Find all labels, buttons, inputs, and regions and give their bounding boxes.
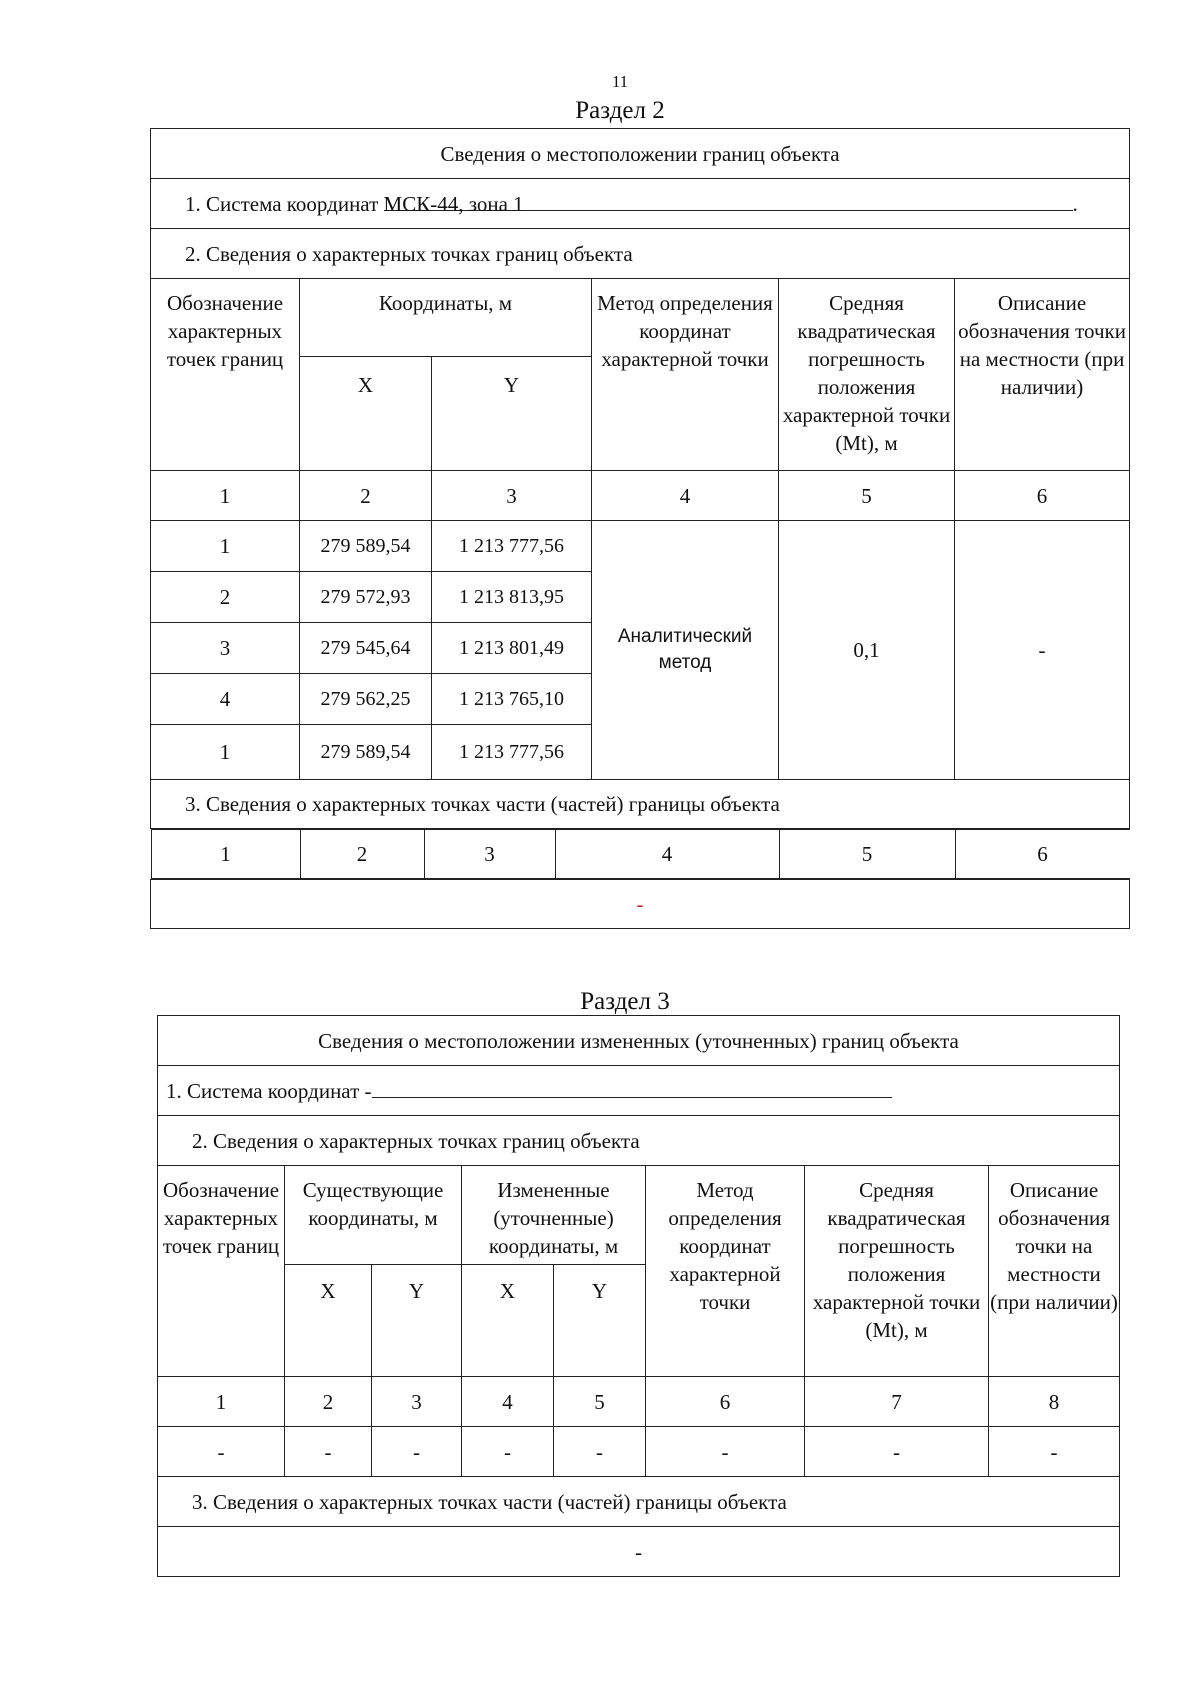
section-2-table [150, 128, 1130, 929]
column-number: 1 [158, 1377, 285, 1427]
row-value: - [372, 1427, 462, 1477]
column-number: 1 [151, 830, 300, 879]
point-number: 2 [151, 572, 300, 623]
column-number: 4 [592, 471, 779, 521]
header-coordinates: Координаты, м [300, 279, 592, 357]
parts-value: - [158, 1527, 1120, 1577]
row-value: - [646, 1427, 805, 1477]
coord-system-fill-line [383, 190, 1073, 216]
coord-system-end: . [1072, 191, 1078, 216]
column-number: 6 [646, 1377, 805, 1427]
row-value: - [554, 1427, 646, 1477]
coord-x: 279 545,64 [300, 623, 432, 674]
parts-numbers-cell [151, 829, 1130, 880]
section-3-title: Раздел 3 [580, 988, 670, 1015]
table-title: Сведения о местоположении границ объекта [151, 129, 1130, 179]
coord-x: 279 572,93 [300, 572, 432, 623]
header-x: X [300, 357, 432, 471]
header-designation: Обозначение характерных точек границ [151, 279, 300, 471]
coord-y: 1 213 813,95 [432, 572, 592, 623]
coord-system-label: 1. Система координат - [166, 1078, 372, 1103]
page-number: 11 [611, 72, 629, 91]
column-number: 3 [432, 471, 592, 521]
error-value: 0,1 [779, 521, 955, 780]
header-changed-coordinates: Измененные (уточненные) координаты, м [462, 1166, 646, 1265]
section-3-table [157, 1015, 1120, 1577]
coord-system-fill-line [372, 1077, 892, 1098]
parts-heading: 3. Сведения о характерных точках части (частей) границы объекта [151, 780, 1130, 829]
column-number: 5 [779, 830, 955, 879]
column-number: 1 [151, 471, 300, 521]
coord-system-row [151, 179, 1130, 229]
table-row [158, 1427, 1120, 1477]
coord-y: 1 213 801,49 [432, 623, 592, 674]
column-number: 7 [805, 1377, 989, 1427]
column-number: 3 [424, 830, 555, 879]
points-heading: 2. Сведения о характерных точках границ объекта [158, 1116, 1120, 1166]
header-method: Метод определения координат характерной точки [592, 279, 779, 471]
coord-y: 1 213 765,10 [432, 674, 592, 725]
row-value: - [462, 1427, 554, 1477]
header-method: Метод определения координат характерной точки [646, 1166, 805, 1377]
coord-y: 1 213 777,56 [432, 725, 592, 780]
column-number: 4 [555, 830, 779, 879]
header-description: Описание обозначения точки на местности (при наличии) [955, 279, 1130, 471]
coord-x: 279 589,54 [300, 521, 432, 572]
column-number: 6 [955, 471, 1130, 521]
header-designation: Обозначение характерных точек границ [158, 1166, 285, 1377]
description-value: - [955, 521, 1130, 780]
section-2-title: Раздел 2 [575, 97, 665, 124]
point-number: 1 [151, 725, 300, 780]
parts-heading: 3. Сведения о характерных точках части (частей) границы объекта [158, 1477, 1120, 1527]
coord-system-label: 1. Система координат [185, 191, 384, 216]
table-title: Сведения о местоположении измененных (уточненных) границ объекта [158, 1016, 1120, 1066]
column-number: 2 [300, 471, 432, 521]
column-number: 2 [300, 830, 424, 879]
header-y-changed: Y [554, 1265, 646, 1377]
method-value: Аналитический метод [592, 521, 779, 780]
column-number: 5 [554, 1377, 646, 1427]
row-value: - [285, 1427, 372, 1477]
header-error: Средняя квадратическая погрешность положения характерной точки (Mt), м [779, 279, 955, 471]
parts-numbers-table [151, 829, 1130, 879]
header-x-existing: X [285, 1265, 372, 1377]
point-number: 3 [151, 623, 300, 674]
row-value: - [158, 1427, 285, 1477]
row-value: - [805, 1427, 989, 1477]
header-y-existing: Y [372, 1265, 462, 1377]
header-existing-coordinates: Существующие координаты, м [285, 1166, 462, 1265]
coord-x: 279 589,54 [300, 725, 432, 780]
column-number: 5 [779, 471, 955, 521]
header-y: Y [432, 357, 592, 471]
column-number: 4 [462, 1377, 554, 1427]
header-x-changed: X [462, 1265, 554, 1377]
point-number: 4 [151, 674, 300, 725]
coord-x: 279 562,25 [300, 674, 432, 725]
header-description: Описание обозначения точки на местности (при наличии) [989, 1166, 1120, 1377]
column-number: 8 [989, 1377, 1120, 1427]
point-number: 1 [151, 521, 300, 572]
column-number: 2 [285, 1377, 372, 1427]
coord-system-value: МСК-44, зона 1 [383, 191, 524, 216]
parts-value: - [151, 880, 1130, 929]
points-heading: 2. Сведения о характерных точках границ объекта [151, 229, 1130, 279]
row-value: - [989, 1427, 1120, 1477]
coord-system-row [158, 1066, 1120, 1116]
coord-y: 1 213 777,56 [432, 521, 592, 572]
column-number: 6 [955, 830, 1130, 879]
table-row [151, 521, 1130, 572]
column-number: 3 [372, 1377, 462, 1427]
header-error: Средняя квадратическая погрешность положения характерной точки (Mt), м [805, 1166, 989, 1377]
